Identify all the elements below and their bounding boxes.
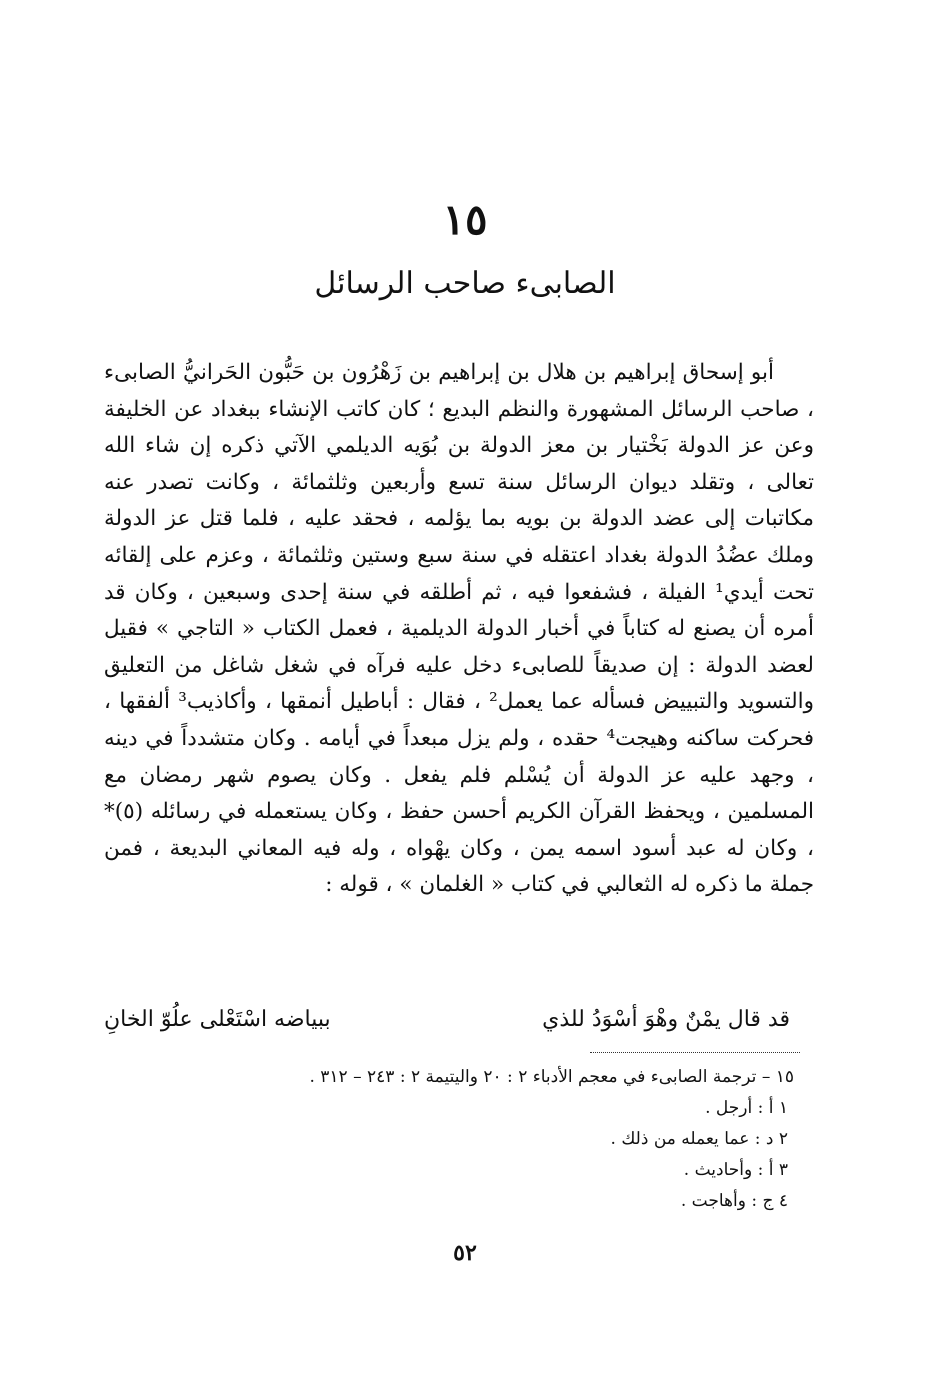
chapter-title: الصابىء صاحب الرسائل (314, 266, 616, 301)
footnote-source: ١٥ – ترجمة الصابىء في معجم الأدباء ٢ : ٢٠ واليتيمة ٢ : ٢٤٣ – ٣١٢ . (309, 1067, 794, 1087)
body-paragraph: أبو إسحاق إبراهيم بن هلال بن إبراهيم بن زَهْرُون بن حَبُّون الحَرانيُّ الصابىء ، صاحب الرسائل المشهورة والنظم البديع ؛ كان كاتب الإنشاء ببغداد عن الخليفة وعن عز الدولة بَخْتيار بن معز الدولة بن بُوَيه الديلمي الآتي ذكره إن شاء الله تعالى ، وتقلد ديوان الرسائل سنة تسع وأربعين وثلثمائة ، وكانت تصدر عنه مكاتبات إلى عضد الدولة بن بويه بما يؤلمه ، فحقد عليه ، فلما قتل عز الدولة وملك عضُدُ الدولة بغداد اعتقله في سنة سبع وستين وثلثمائة ، وعزم على إلقائه تحت أيدي¹ الفيلة ، فشفعوا فيه ، ثم أطلقه في سنة إحدى وسبعين ، وكان قد أمره أن يصنع له كتاباً في أخبار الدولة الديلمية ، فعمل الكتاب « التاجي » فقيل لعضد الدولة : إن صديقاً للصابىء دخل عليه فرآه في شغل شاغل من التعليق والتسويد والتبييض فسأله عما يعمل² ، فقال : أباطيل أنمقها ، وأكاذيب³ ألفقها ، فحركت ساكنه وهيجت⁴ حقده ، ولم يزل مبعداً في أيامه . وكان متشدداً في دينه ، وجهد عليه عز الدولة أن يُسْلم فلم يفعل . وكان يصوم شهر رمضان مع المسلمين ، ويحفظ القرآن الكريم أحسن حفظ ، وكان يستعمله في رسائله (٥)* ، وكان له عبد أسود اسمه يمن ، وكان يهْواه ، وله فيه المعاني البديعة ، فمن جملة ما ذكره له الثعالبي في كتاب « الغلمان » ، قوله : (104, 360, 814, 898)
chapter-number: ١٥ (442, 195, 488, 244)
footnote-2: ٢ د : عما يعمله من ذلك . (610, 1129, 788, 1149)
body-text-block (104, 355, 814, 904)
footnote-4: ٤ ج : وأهاجت . (680, 1191, 788, 1211)
verse-hemistich-second: ببياضه اسْتَعْلى علُوّ الخانِ (104, 1007, 331, 1032)
footnotes (104, 1062, 794, 1217)
footnote-divider (590, 1052, 800, 1053)
footnote-3: ٣ أ : وأحاديث . (683, 1160, 788, 1180)
page-number: ٥٢ (453, 1240, 477, 1266)
verse-hemistich-first: قد قال يمْنٌ وهْوَ أسْوَدُ للذي (542, 1007, 790, 1032)
verse-line (104, 1000, 790, 1040)
footnote-1: ١ أ : أرجل . (705, 1098, 788, 1118)
